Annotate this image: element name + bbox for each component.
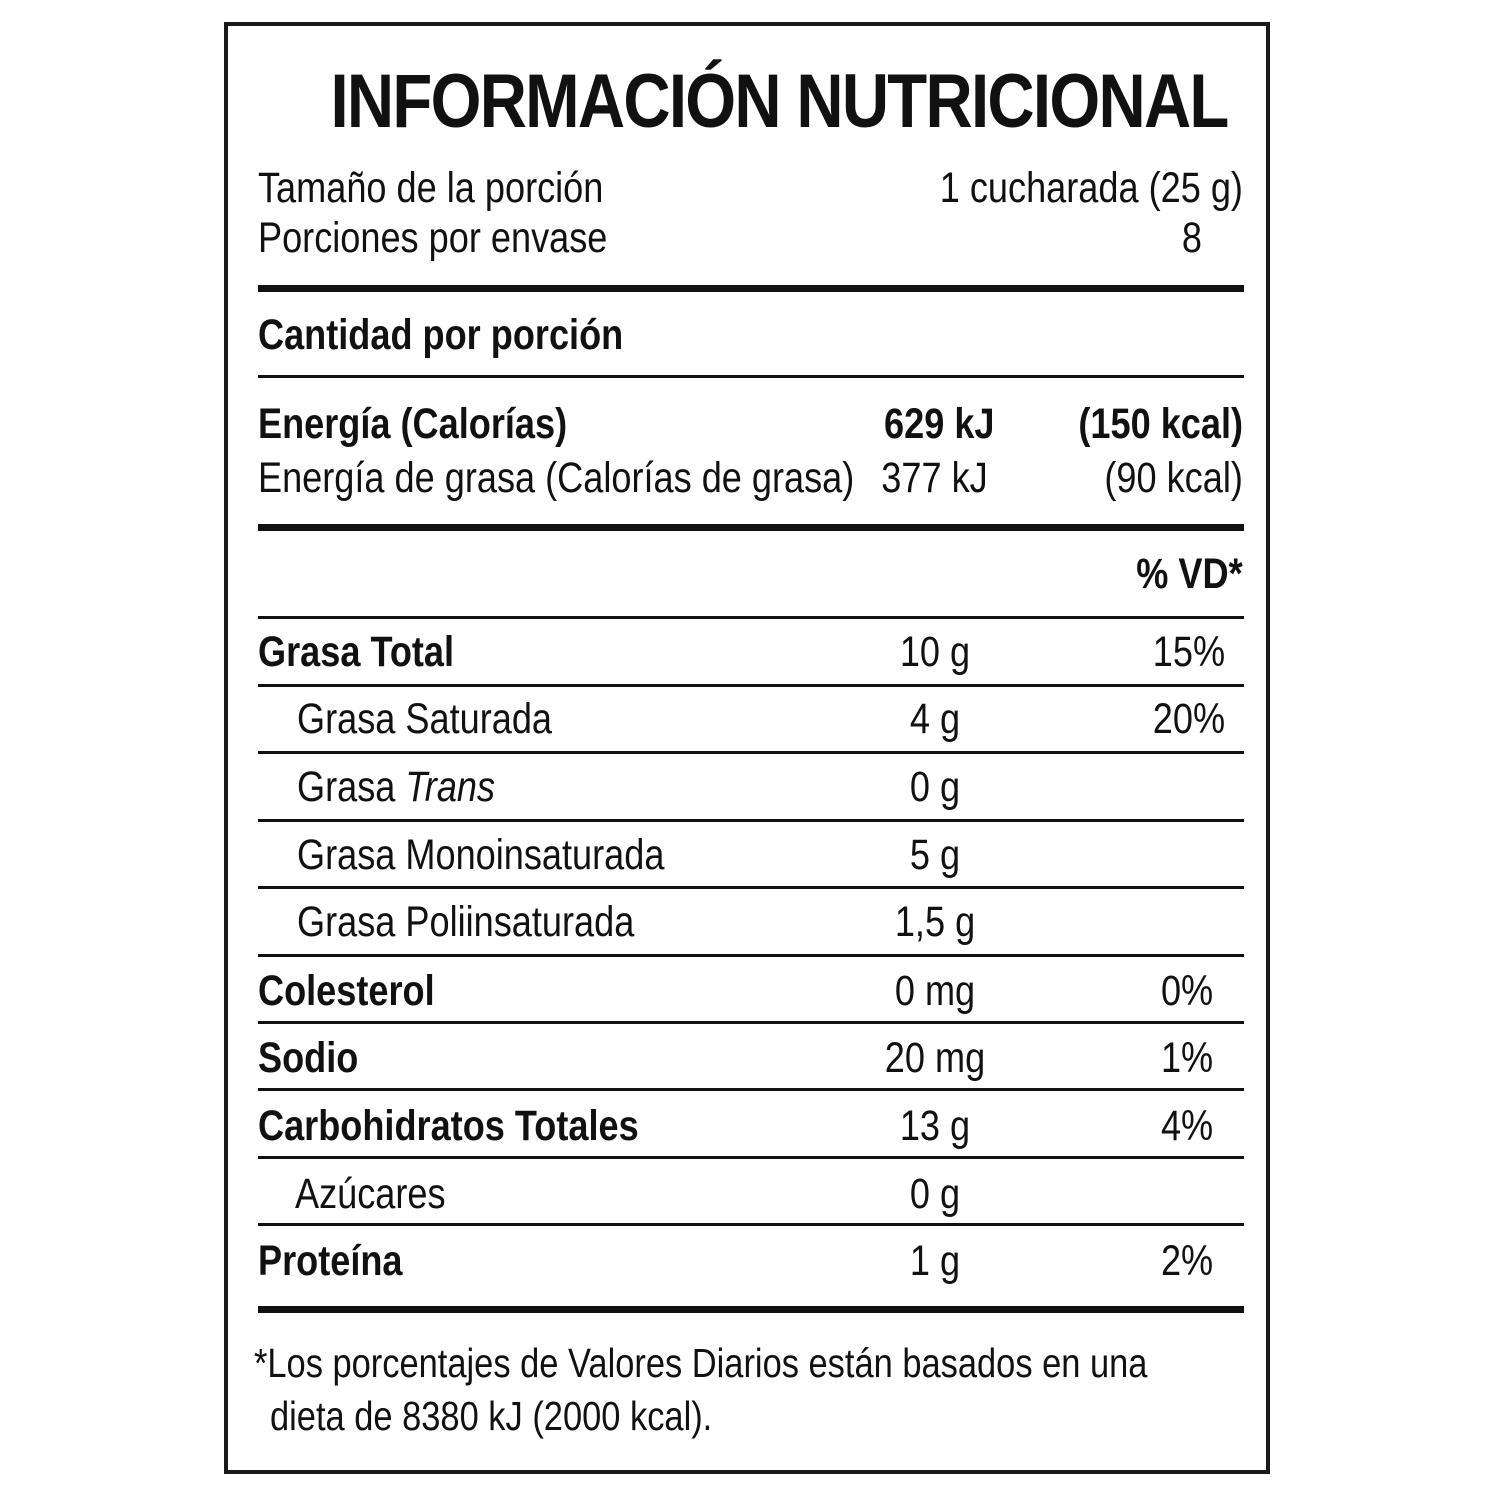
divider xyxy=(258,819,1244,822)
nutrient-amount-monounsaturated-fat xyxy=(905,831,965,880)
amount-text: 20 mg xyxy=(884,1034,986,1082)
nutrient-name-total-carbohydrates: Carbohidratos Totales xyxy=(258,1102,639,1150)
amount-text: 5 g xyxy=(909,831,961,879)
divider-thick xyxy=(258,524,1244,531)
divider-thick xyxy=(258,285,1244,292)
nutrient-amount-protein xyxy=(905,1237,965,1286)
amount-text: 0 g xyxy=(909,763,961,811)
nutrient-name-protein: Proteína xyxy=(258,1237,403,1285)
energy-label: Energía (Calorías) xyxy=(258,400,568,448)
nutrient-dv-total-fat: 15% xyxy=(1152,628,1225,676)
trans-fat-name-text: Grasa xyxy=(297,763,396,811)
nutrient-amount-total-fat xyxy=(893,628,977,677)
nutrient-name-cholesterol: Colesterol xyxy=(258,967,435,1015)
energy-kj: 629 kJ xyxy=(884,400,995,448)
nutrient-dv-cholesterol: 0% xyxy=(1160,967,1213,1015)
amount-text: 4 g xyxy=(909,695,961,743)
amount-text: 1 g xyxy=(909,1237,961,1285)
trans-fat-name-italic: Trans xyxy=(405,763,496,811)
amount-text: 1,5 g xyxy=(894,898,976,946)
footnote-line-2: dieta de 8380 kJ (2000 kcal). xyxy=(270,1393,713,1439)
energy-kcal: (150 kcal) xyxy=(1078,400,1243,448)
divider xyxy=(258,616,1244,619)
servings-per-container-value: 8 xyxy=(1181,214,1202,262)
nutrient-dv-total-carbohydrates: 4% xyxy=(1160,1102,1213,1150)
divider xyxy=(258,684,1244,687)
nutrient-name-monounsaturated-fat: Grasa Monoinsaturada xyxy=(297,831,665,879)
nutrient-name-polyunsaturated-fat: Grasa Poliinsaturada xyxy=(297,898,635,946)
amount-per-serving-header: Cantidad por porción xyxy=(258,311,624,359)
nutrient-name-sugars: Azúcares xyxy=(295,1170,446,1218)
divider xyxy=(258,1223,1244,1226)
divider xyxy=(258,1156,1244,1159)
divider-thick xyxy=(258,1306,1244,1313)
divider xyxy=(258,1021,1244,1024)
amount-text: 13 g xyxy=(899,1102,971,1150)
nutrient-name-saturated-fat: Grasa Saturada xyxy=(297,695,552,743)
divider xyxy=(258,954,1244,957)
serving-size-label: Tamaño de la porción xyxy=(258,164,604,212)
fat-energy-kj: 377 kJ xyxy=(881,454,988,502)
nutrient-dv-protein: 2% xyxy=(1160,1237,1213,1285)
nutrient-amount-sugars xyxy=(905,1170,965,1219)
nutrient-dv-saturated-fat: 20% xyxy=(1152,695,1225,743)
nutrient-amount-cholesterol xyxy=(887,967,983,1016)
nutrient-dv-sodium: 1% xyxy=(1160,1034,1213,1082)
daily-value-header: % VD* xyxy=(1136,550,1243,598)
amount-text: 10 g xyxy=(899,628,971,676)
nutrient-name-total-fat: Grasa Total xyxy=(258,628,455,676)
nutrient-amount-polyunsaturated-fat xyxy=(887,898,983,947)
amount-text: 0 mg xyxy=(894,967,976,1015)
footnote-line-1: *Los porcentajes de Valores Diarios están basados en una xyxy=(254,1340,1148,1386)
fat-energy-label: Energía de grasa (Calorías de grasa) xyxy=(258,454,855,502)
servings-per-container-label: Porciones por envase xyxy=(258,214,608,262)
label-title: INFORMACIÓN NUTRICIONAL xyxy=(330,59,1228,144)
amount-text: 0 g xyxy=(909,1170,961,1218)
nutrient-name-sodium: Sodio xyxy=(258,1034,359,1082)
divider xyxy=(258,886,1244,889)
divider xyxy=(258,751,1244,754)
serving-size-value: 1 cucharada (25 g) xyxy=(939,164,1243,212)
nutrient-amount-trans-fat xyxy=(905,763,965,812)
divider xyxy=(258,375,1244,378)
divider xyxy=(258,1088,1244,1091)
nutrient-amount-sodium xyxy=(875,1034,995,1083)
fat-energy-kcal: (90 kcal) xyxy=(1104,454,1243,502)
nutrient-amount-total-carbohydrates xyxy=(893,1102,977,1151)
nutrient-amount-saturated-fat xyxy=(905,695,965,744)
nutrient-name-trans-fat xyxy=(297,763,495,812)
